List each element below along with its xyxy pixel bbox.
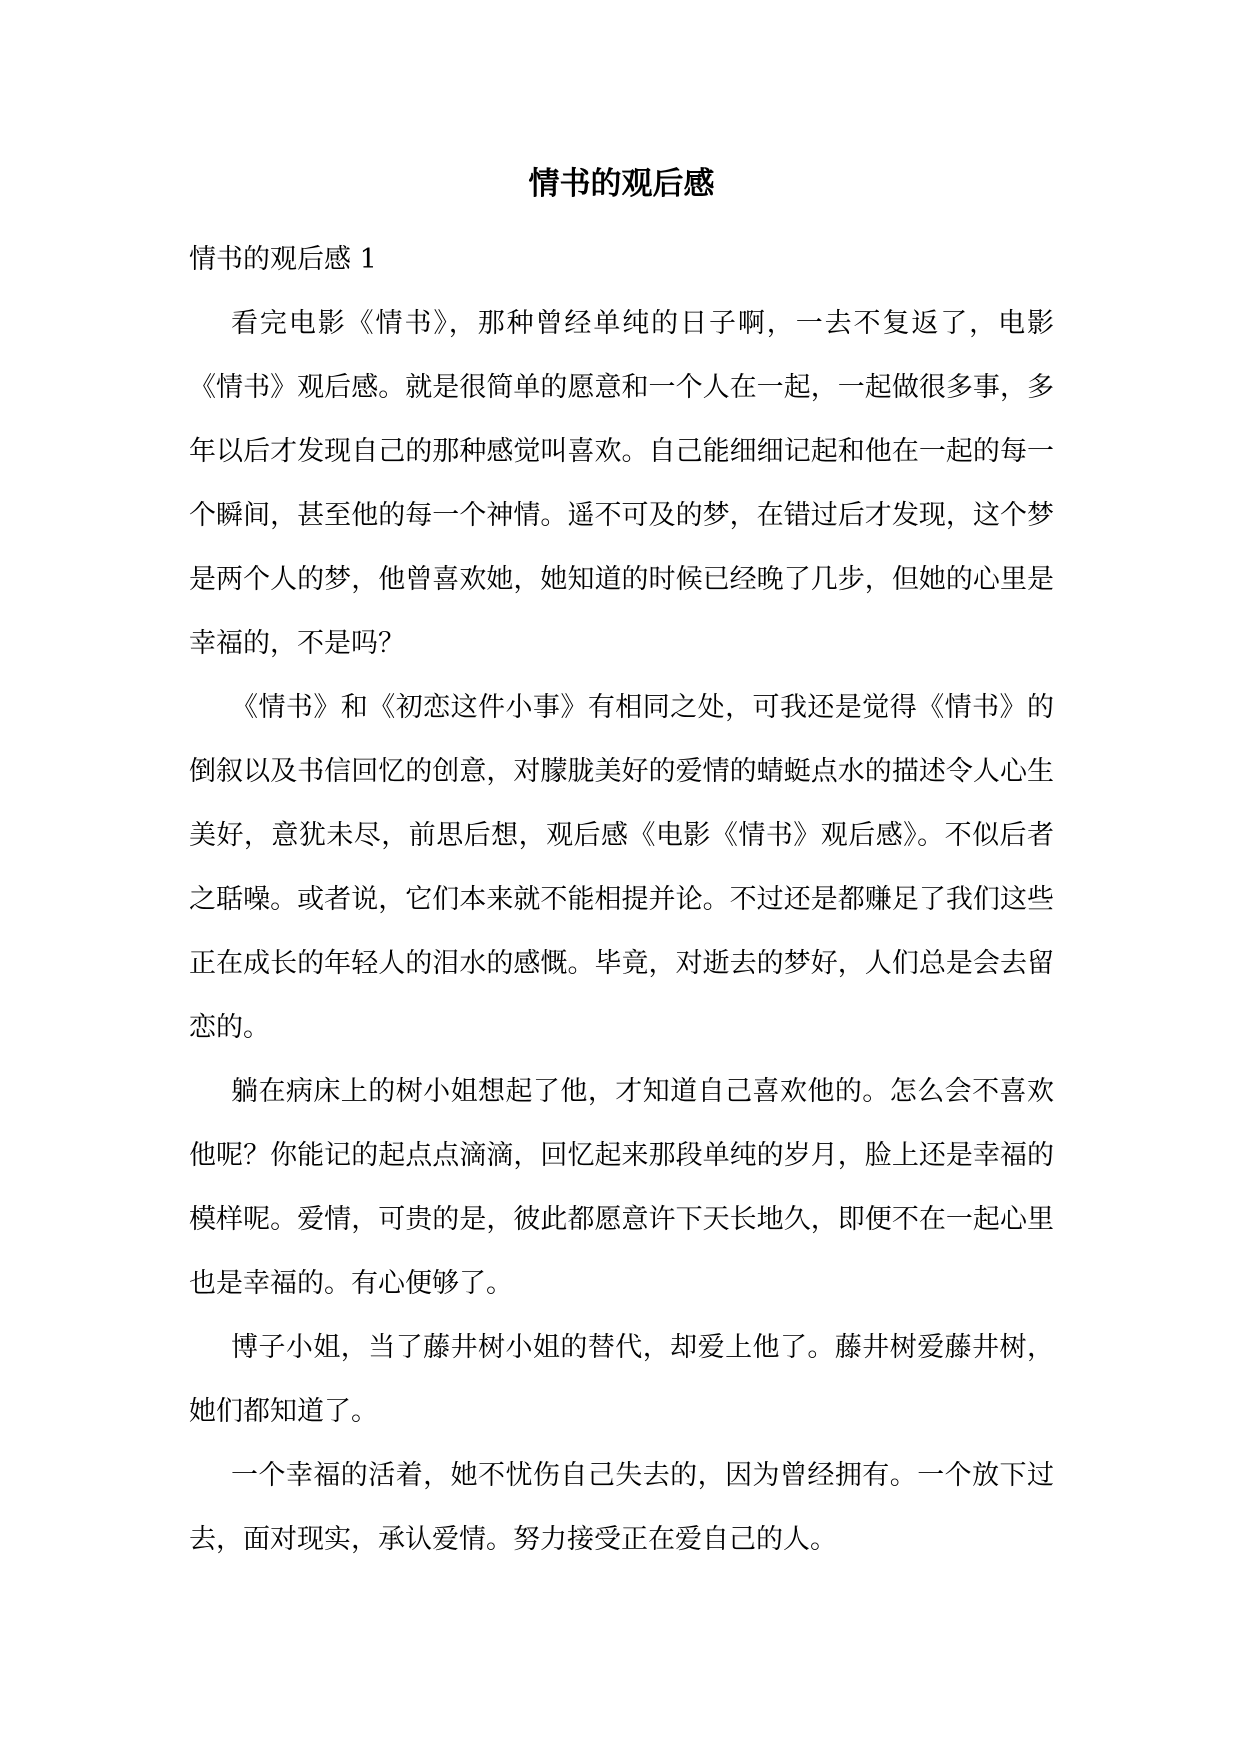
paragraph: 躺在病床上的树小姐想起了他，才知道自己喜欢他的。怎么会不喜欢他呢？你能记的起点点滴滴，回忆起来那段单纯的岁月，脸上还是幸福的模样呢。爱情，可贵的是，彼此都愿意许下天长地久，即便不在一起心里也是幸福的。有心便够了。 xyxy=(189,1076,1054,1299)
document-title: 情书的观后感 xyxy=(528,166,715,202)
paragraph: 看完电影《情书》，那种曾经单纯的日子啊，一去不复返了，电影《情书》观后感。就是很简单的愿意和一个人在一起，一起做很多事，多年以后才发现自己的那种感觉叫喜欢。自己能细细记起和他在一起的每一个瞬间，甚至他的每一个神情。遥不可及的梦，在错过后才发现，这个梦是两个人的梦，他曾喜欢她，她知道的时候已经晚了几步，但她的心里是幸福的，不是吗？ xyxy=(189,308,1054,659)
paragraph: 《情书》和《初恋这件小事》有相同之处，可我还是觉得《情书》的倒叙以及书信回忆的创意，对朦胧美好的爱情的蜻蜓点水的描述令人心生美好，意犹未尽，前思后想，观后感《电影《情书》观后感》。不似后者之聒噪。或者说，它们本来就不能相提并论。不过还是都赚足了我们这些正在成长的年轻人的泪水的感慨。毕竟，对逝去的梦好，人们总是会去留恋的。 xyxy=(189,692,1054,1043)
document-page xyxy=(189,140,1054,1572)
section-heading: 情书的观后感 1 xyxy=(189,244,377,275)
paragraph: 一个幸福的活着，她不忧伤自己失去的，因为曾经拥有。一个放下过去，面对现实，承认爱情。努力接受正在爱自己的人。 xyxy=(189,1460,1054,1555)
paragraph: 博子小姐，当了藤井树小姐的替代，却爱上他了。藤井树爱藤井树，她们都知道了。 xyxy=(189,1332,1054,1427)
